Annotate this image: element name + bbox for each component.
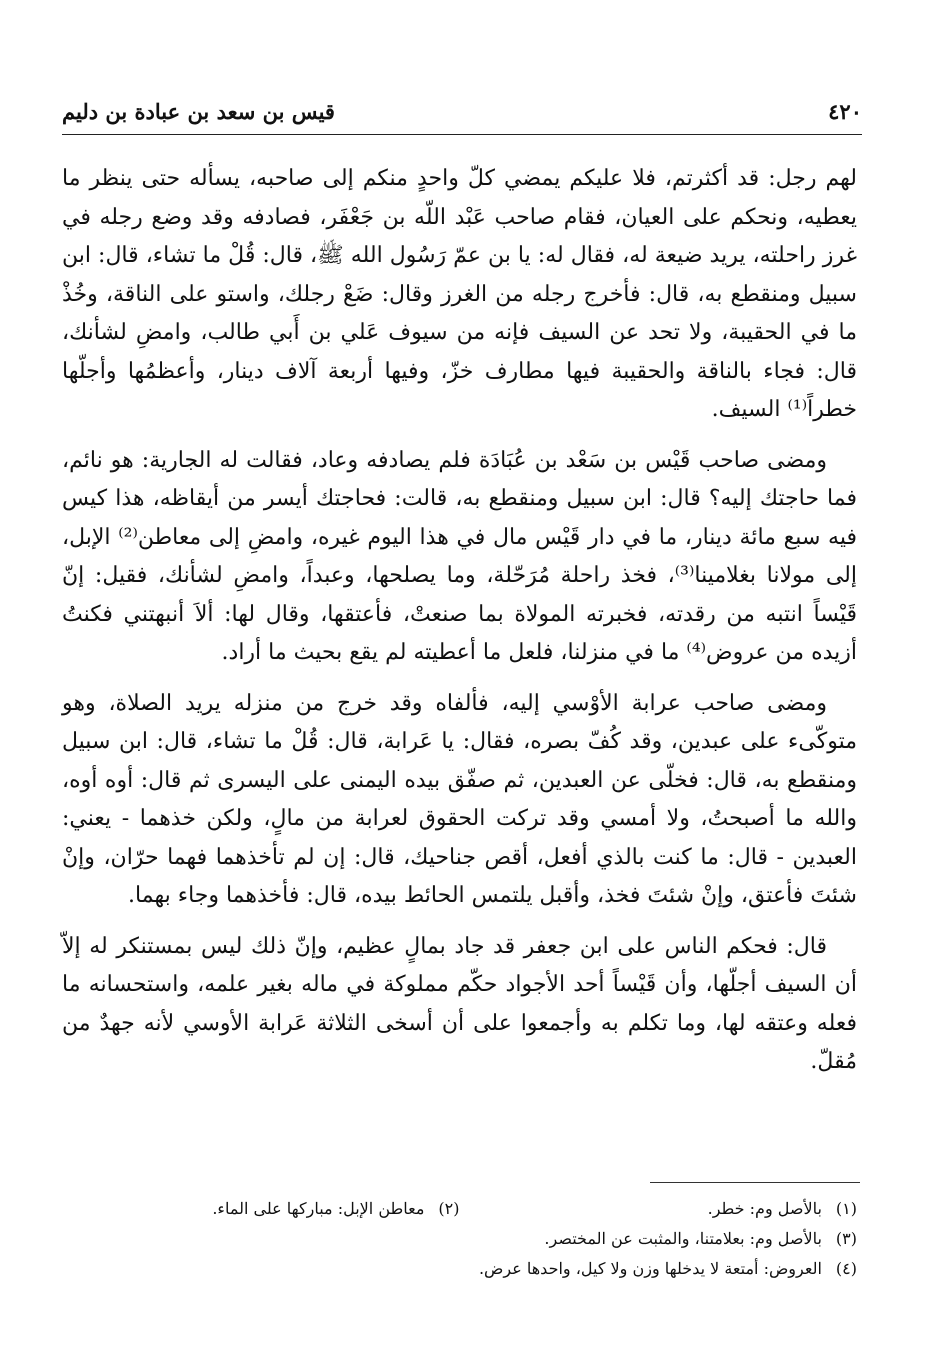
footnote-text: بالأصل وم: بعلامتنا، والمثبت عن المختصر. <box>544 1229 822 1248</box>
footnote-1 <box>460 1194 858 1224</box>
footnote-row <box>62 1194 857 1224</box>
running-title: قيس بن سعد بن عبادة بن دليم <box>62 98 335 124</box>
footnote-number: (٤) <box>835 1259 857 1278</box>
footnote-number: (١) <box>835 1199 857 1218</box>
running-header <box>62 96 862 126</box>
footnote-divider <box>650 1182 860 1183</box>
footnote-3 <box>62 1224 857 1254</box>
footnote-number: (٣) <box>835 1229 857 1248</box>
page-number: ٤٢٠ <box>828 98 862 124</box>
header-divider <box>62 134 862 135</box>
footnote-2 <box>62 1194 460 1224</box>
paragraph-4: قال: فحكم الناس على ابن جعفر قد جاد بمالٍ عظيم، وإنّ ذلك ليس بمستنكر له إلاّ أن السيف أجلّها، وأن قَيْساً أحد الأجواد حكّم مملوكة في ماله بغير علمه، واستحسانه ما فعله وعتقه لها، وما تكلم به وأجمعوا على أن أسخى الثلاثة عَرابة الأوسي لأنه جهدٌ من مُقلّ. <box>62 933 857 1074</box>
footnotes <box>62 1194 857 1284</box>
paragraph-3: ومضى صاحب عرابة الأوْسي إليه، فألفاه وقد خرج من منزله يريد الصلاة، وهو متوكّىء على عبدين، وقد كُفّ بصره، فقال: يا عَرابة، قال: قُلْ ما تشاء، قال: ابن سبيل ومنقطع به، قال: فخلّى عن العبدين، ثم صفّق بيده اليمنى على اليسرى ثم قال: أوه أوه، والله ما أصبحتُ، ولا أمسي وقد تركت الحقوق لعرابة من مالٍ، ولكن خذهما - يعني: العبدين - قال: ما كنت بالذي أفعل، أقص جناحيك، قال: إن لم تأخذهما فهما حرّان، وإنْ شئتَ فأعتق، وإنْ شئتَ فخذ، وأقبل يلتمس الحائط بيده، قال: فأخذهما وجاء بهما. <box>62 690 857 908</box>
footnote-number: (٢) <box>438 1199 460 1218</box>
footnote-4 <box>62 1254 857 1284</box>
footnote-text: العروض: أمتعة لا يدخلها وزن ولا كيل، واحدها عرض. <box>478 1259 822 1278</box>
footnote-text: معاطن الإبل: مباركها على الماء. <box>212 1199 425 1218</box>
paragraph-1: لهم رجل: قد أكثرتم، فلا عليكم يمضي كلّ واحدٍ منكم إلى صاحبه، يسأله حتى ينظر ما يعطيه، ونحكم على العيان، فقام صاحب عَبْد اللّه بن جَعْفَر، فصادفه وقد وضع رجله في غرز راحلته، يريد ضيعة له، فقال له: يا بن عمّ رَسُول الله ﷺ، قال: قُلْ ما تشاء، قال: ابن سبيل ومنقطع به، قال: فأخرج رجله من الغرز وقال: ضَعْ رجلك، واستو على الناقة، وخُذْ ما في الحقيبة، ولا تحد عن السيف فإنه من سيوف عَلي بن أَبي طالب، وامضِ لشأنك، قال: فجاء بالناقة والحقيبة فيها مطارف خزّ، وفيها أربعة آلاف دينار، وأعظمُها وأجلّها خطراً⁽¹⁾ السيف. <box>62 166 857 422</box>
paragraph-2: ومضى صاحب قَيْس بن سَعْد بن عُبَادَة فلم يصادفه وعاد، فقالت له الجارية: هو نائم، فما حاجتك إليه؟ قال: ابن سبيل ومنقطع به، قالت: فحاجتك أيسر من أيقاظه، هذا كيس فيه سبع مائة دينار، ما في دار قَيْس مال في هذا اليوم غيره، وامضِ إلى معاطن⁽²⁾ الإبل، إلى مولانا بغلامينا⁽³⁾، فخذ راحلة مُرَحّلة، وما يصلحها، وعبداً، وامضِ لشأنك، فقيل: إنّ قَيْساً انتبه من رقدته، فخبرته المولاة بما صنعتْ، فأعتقها، وقال لها: ألاَ أنبهتني فكنتُ أزيده من عروض⁽⁴⁾ ما في منزلنا، فلعل ما أعطيته لم يقع بحيث ما أراد. <box>62 447 857 665</box>
main-text <box>62 160 857 1094</box>
footnote-text: بالأصل وم: خطر. <box>707 1199 822 1218</box>
